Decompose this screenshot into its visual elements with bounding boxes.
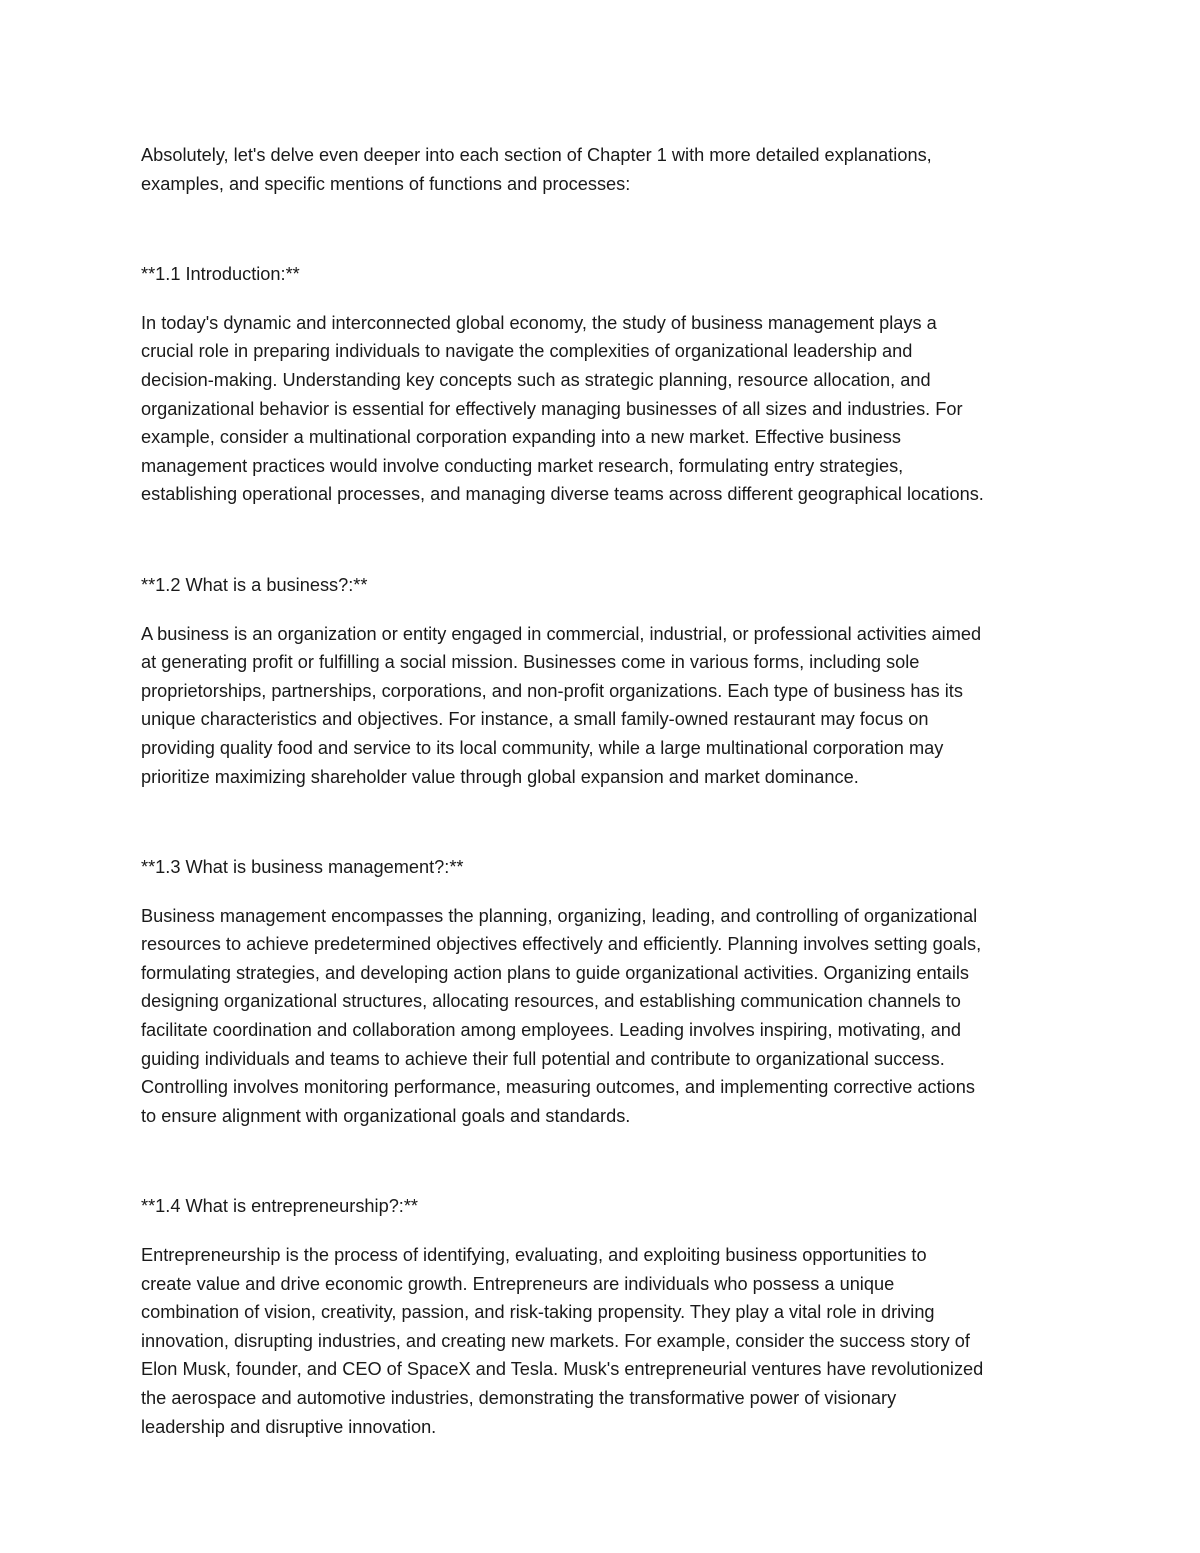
section-introduction	[141, 260, 1066, 509]
paragraph-line: at generating profit or fulfilling a social mission. Businesses come in various forms, including sole	[141, 652, 920, 673]
paragraph-line: crucial role in preparing individuals to navigate the complexities of organizational leadership and	[141, 341, 913, 362]
section-paragraph	[141, 620, 1066, 792]
paragraph-line: establishing operational processes, and managing diverse teams across different geographical locations.	[141, 484, 984, 505]
paragraph-line: providing quality food and service to its local community, while a large multinational corporation may	[141, 737, 944, 758]
paragraph-line: proprietorships, partnerships, corporations, and non-profit organizations. Each type of business has its	[141, 680, 963, 701]
paragraph-line: decision-making. Understanding key concepts such as strategic planning, resource allocation, and	[141, 369, 931, 390]
section-paragraph	[141, 902, 1066, 1131]
paragraph-line: organizational behavior is essential for effectively managing businesses of all sizes and industries. For	[141, 398, 963, 419]
section-heading: **1.2 What is a business?:**	[141, 574, 368, 595]
paragraph-line: leadership and disruptive innovation.	[141, 1416, 437, 1437]
section-what-is-business-management	[141, 853, 1066, 1130]
paragraph-line: example, consider a multinational corporation expanding into a new market. Effective business	[141, 427, 901, 448]
section-what-is-a-business	[141, 571, 1066, 791]
paragraph-line: guiding individuals and teams to achieve their full potential and contribute to organizational success.	[141, 1048, 945, 1069]
paragraph-line: unique characteristics and objectives. For instance, a small family-owned restaurant may focus on	[141, 709, 929, 730]
paragraph-line: resources to achieve predetermined objectives effectively and efficiently. Planning involves setting goals,	[141, 934, 982, 955]
paragraph-line: formulating strategies, and developing action plans to guide organizational activities. Organizing entails	[141, 962, 970, 983]
paragraph-line: Business management encompasses the planning, organizing, leading, and controlling of organizational	[141, 905, 978, 926]
document-page	[141, 141, 1066, 1441]
paragraph-line: A business is an organization or entity engaged in commercial, industrial, or professional activities aimed	[141, 623, 982, 644]
paragraph-line: designing organizational structures, allocating resources, and establishing communication channels to	[141, 991, 961, 1012]
paragraph-line: create value and drive economic growth. Entrepreneurs are individuals who possess a unique	[141, 1273, 895, 1294]
paragraph-line: management practices would involve conducting market research, formulating entry strategies,	[141, 455, 904, 476]
paragraph-line: to ensure alignment with organizational goals and standards.	[141, 1105, 631, 1126]
intro-paragraph	[141, 141, 1066, 198]
section-heading: **1.4 What is entrepreneurship?:**	[141, 1196, 419, 1217]
section-paragraph	[141, 1241, 1066, 1441]
section-paragraph	[141, 309, 1066, 509]
paragraph-line: innovation, disrupting industries, and creating new markets. For example, consider the success story of	[141, 1330, 970, 1351]
section-heading: **1.1 Introduction:**	[141, 264, 300, 285]
paragraph-line: Entrepreneurship is the process of identifying, evaluating, and exploiting business opportunities to	[141, 1245, 927, 1266]
paragraph-line: the aerospace and automotive industries, demonstrating the transformative power of visionary	[141, 1388, 897, 1408]
paragraph-line: combination of vision, creativity, passion, and risk-taking propensity. They play a vital role in driving	[141, 1302, 935, 1323]
paragraph-line: Controlling involves monitoring performance, measuring outcomes, and implementing corrective actions	[141, 1077, 975, 1098]
paragraph-line: In today's dynamic and interconnected global economy, the study of business management plays a	[141, 312, 937, 333]
paragraph-line: prioritize maximizing shareholder value through global expansion and market dominance.	[141, 766, 859, 787]
section-what-is-entrepreneurship	[141, 1192, 1066, 1441]
paragraph-line: facilitate coordination and collaboration among employees. Leading involves inspiring, motivating, and	[141, 1020, 961, 1041]
intro-line: examples, and specific mentions of functions and processes:	[141, 173, 631, 194]
paragraph-line: Elon Musk, founder, and CEO of SpaceX and Tesla. Musk's entrepreneurial ventures have revolutionized	[141, 1359, 984, 1380]
intro-line: Absolutely, let's delve even deeper into each section of Chapter 1 with more detailed explanations,	[141, 145, 932, 165]
section-heading: **1.3 What is business management?:**	[141, 857, 464, 878]
